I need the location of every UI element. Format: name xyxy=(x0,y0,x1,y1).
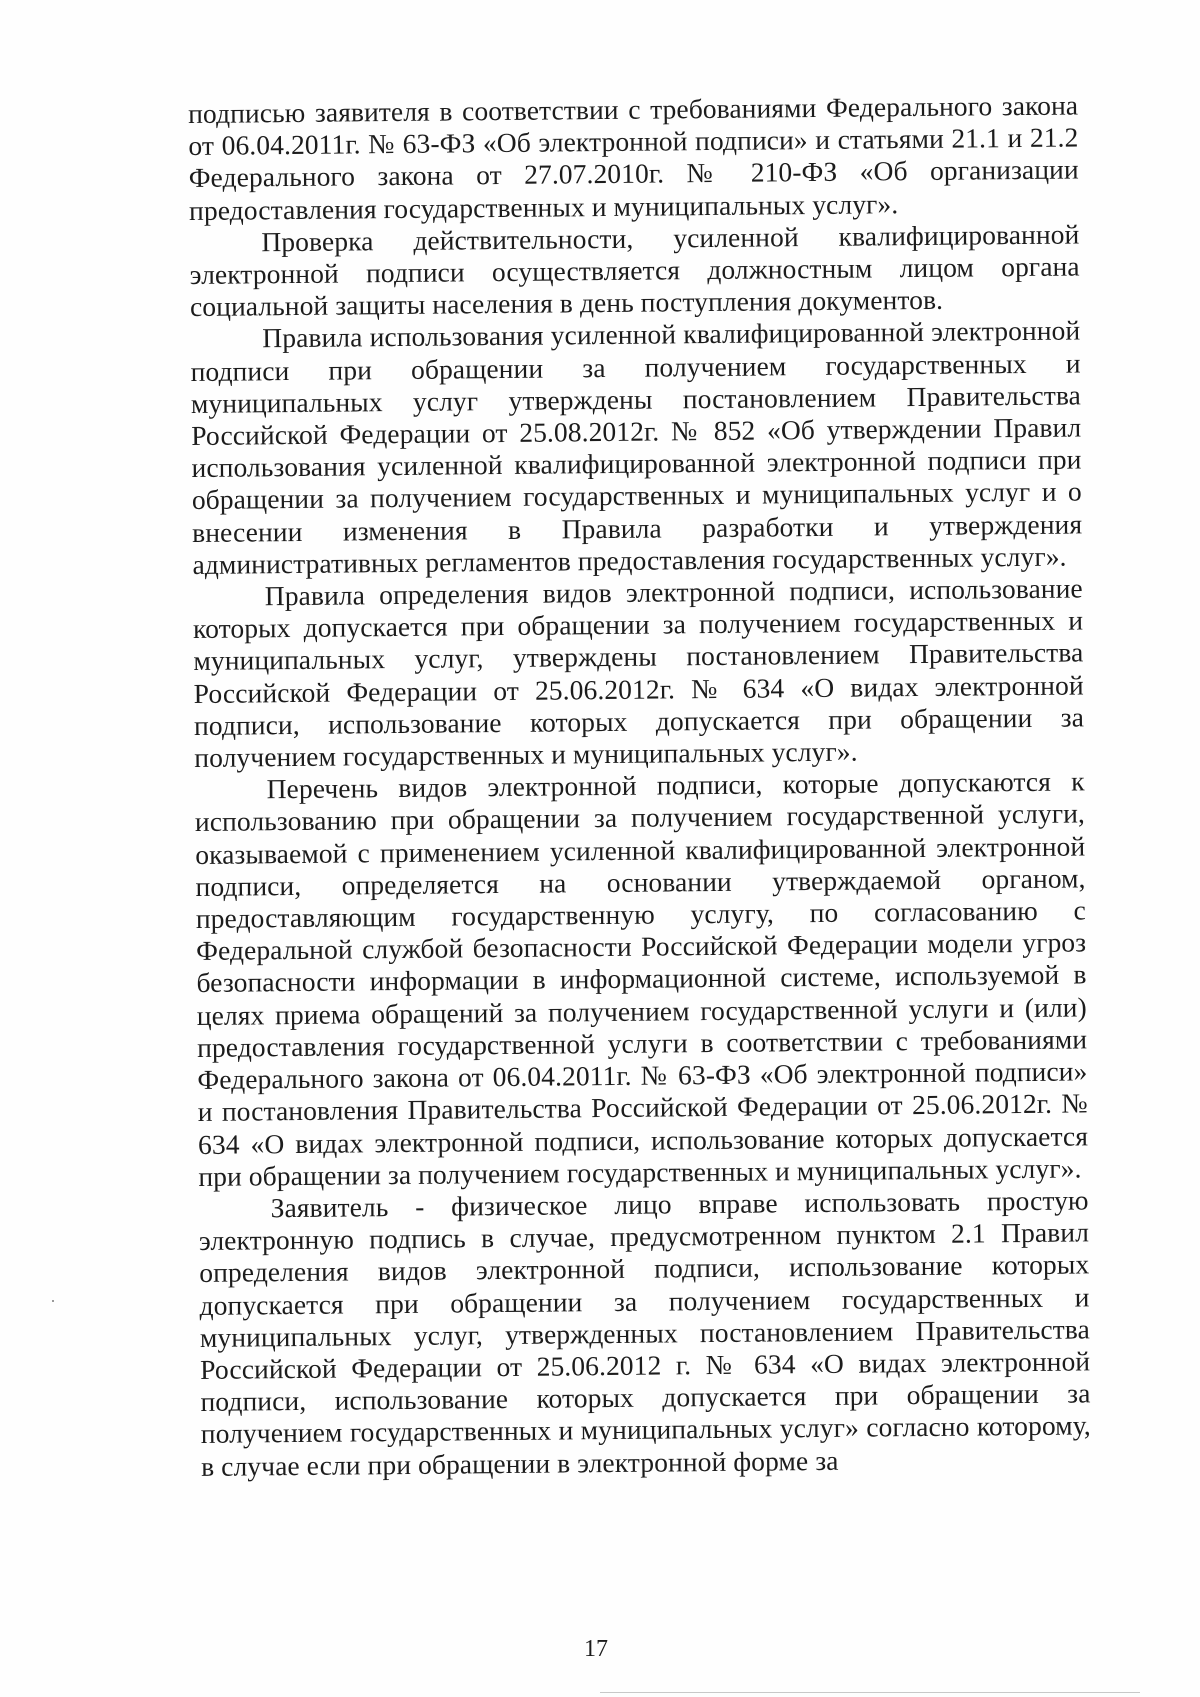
paragraph-signature-types-rules: Правила определения видов электронной подписи, использование которых допускается при обращении за получением государственных и муниципальных услуг, утверждены постановлением Правительства Российской Федерации от 25.06.2012г. № 634 «О видах электронной подписи, использование которых допускается при обращении за получением государственных и муниципальных услуг». xyxy=(192,572,1085,774)
paragraph-signature-types-list: Перечень видов электронной подписи, которые допускаются к использованию при обращении за получением государственной услуги, оказываемой с применением усиленной квалифицированной электронной подписи, определяется на основании утверждаемой органом, предоставляющим государственную услугу, по согласованию с Федеральной службой безопасности Российской Федерации модели угроз безопасности информации в информационной системе, используемой в целях приема обращений за получением государственной услуги и (или) предоставления государственной услуги в соответствии с требованиями Федерального закона от 06.04.2011г. № 63-ФЗ «Об электронной подписи» и постановления Правительства Российской Федерации от 25.06.2012г. № 634 «О видах электронной подписи, использование которых допускается при обращении за получением государственных и муниципальных услуг». xyxy=(194,765,1089,1192)
paragraph-applicant-simple-signature: Заявитель - физическое лицо вправе использовать простую электронную подпись в случае, предусмотренном пунктом 2.1 Правил определения видов электронной подписи, использование которых допускается при обращении за получением государственных и муниципальных услуг, утвержденных постановлением Правительства Российской Федерации от 25.06.2012 г. № 634 «О видах электронной подписи, использование которых допускается при обращении за получением государственных и муниципальных услуг» согласно которому, в случае если при обращении в электронной форме за xyxy=(198,1184,1091,1482)
paragraph-signature-usage-rules: Правила использования усиленной квалифицированной электронной подписи при обращении за получением государственных и муниципальных услуг утверждены постановлением Правительства Российской Федерации от 25.08.2012г. № 852 «Об утверждении Правил использования усиленной квалифицированной электронной подписи при обращении за получением государственных и муниципальных услуг и о внесении изменения в Правила разработки и утверждения административных регламентов предоставления государственных услуг». xyxy=(190,314,1083,580)
scan-dot-mark xyxy=(52,1300,54,1302)
page-number: 17 xyxy=(584,1636,608,1662)
paragraph-signature-verification: Проверка действительности, усиленной квалифицированной электронной подписи осуществляется должностным лицом органа социальной защиты населения в день поступления документов. xyxy=(189,218,1080,323)
document-body xyxy=(188,89,1091,1482)
scan-bottom-edge-line xyxy=(600,1692,1140,1693)
paragraph-continuation: подписью заявителя в соответствии с требованиями Федерального закона от 06.04.2011г. № 63-ФЗ «Об электронной подписи» и статьями 21.1 и 21.2 Федерального закона от 27.07.2010г. № 210-ФЗ «Об организации предоставления государственных и муниципальных услуг». xyxy=(188,89,1079,226)
